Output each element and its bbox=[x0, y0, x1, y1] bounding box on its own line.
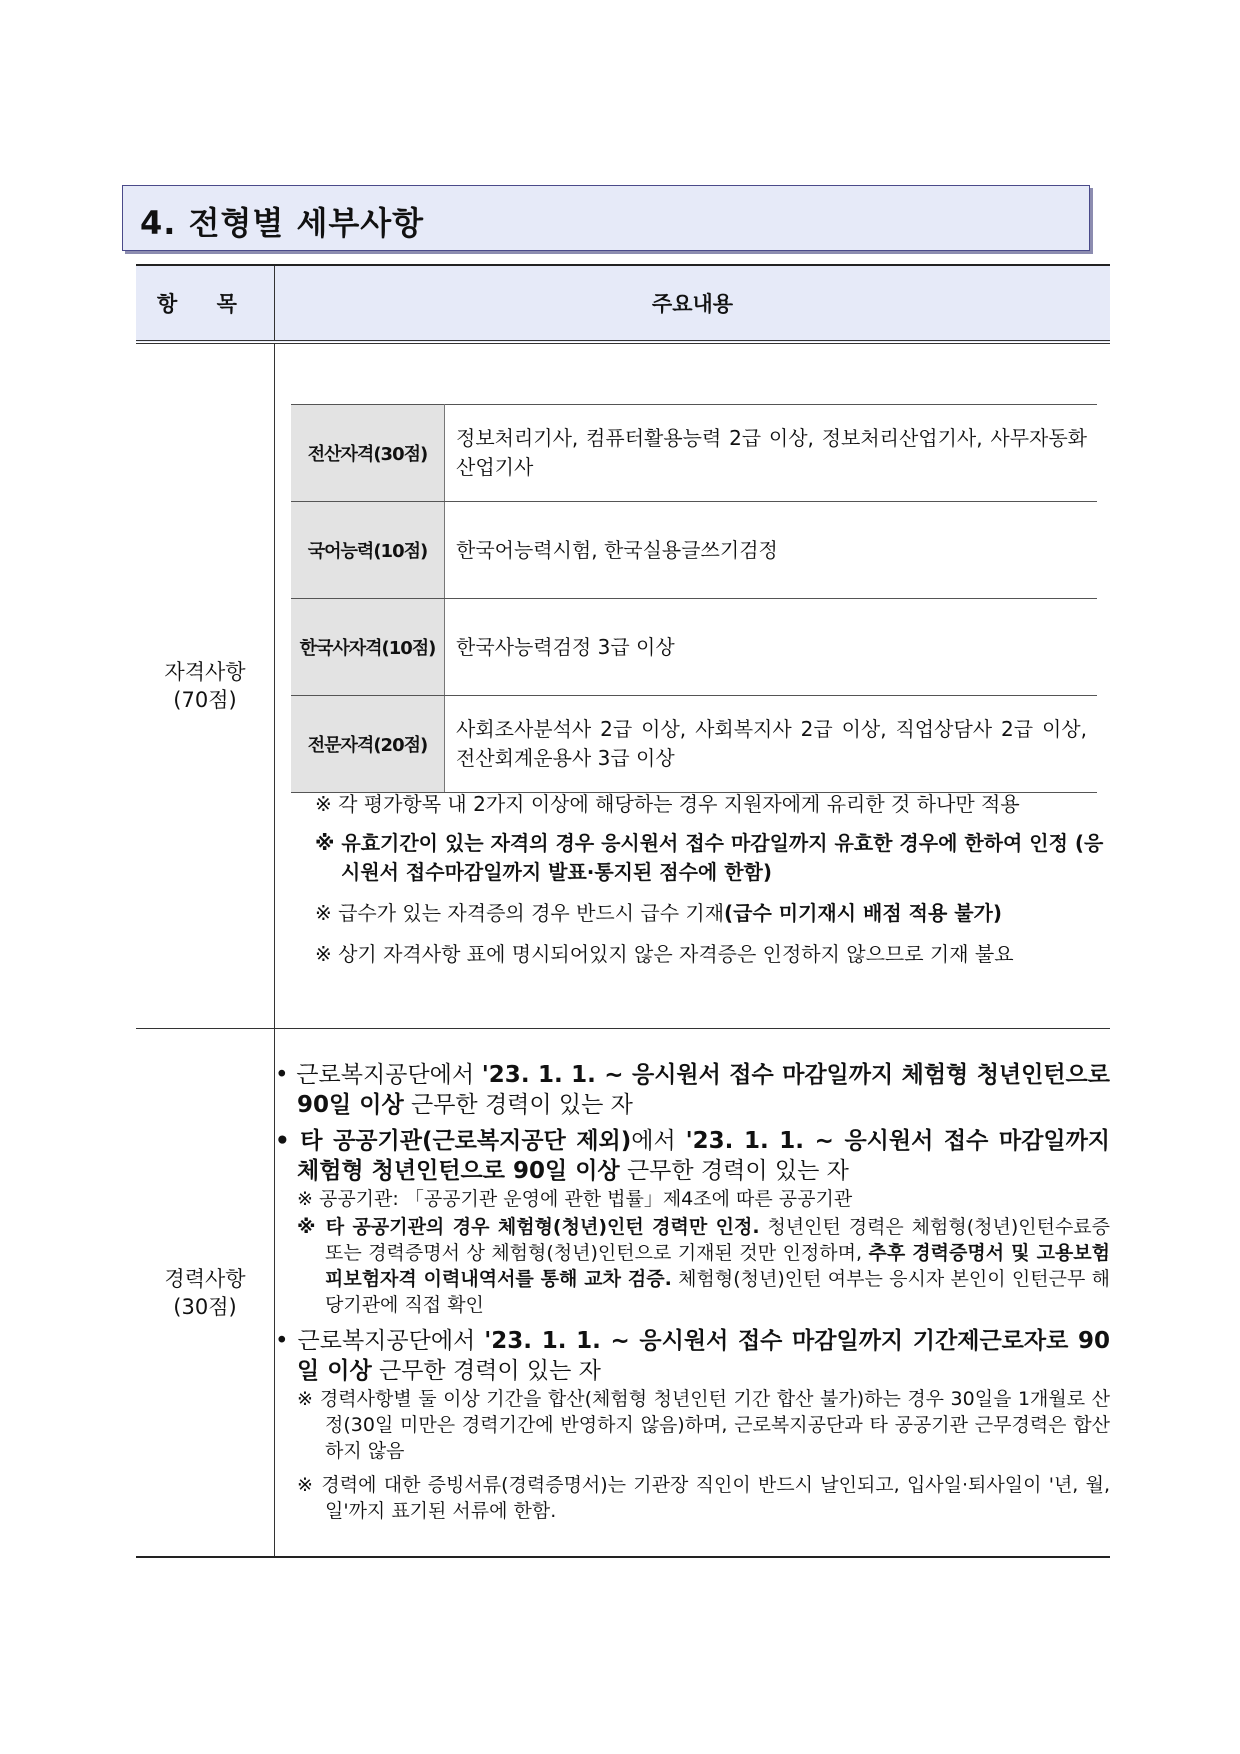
qualification-detail: 한국사능력검정 3급 이상 bbox=[445, 599, 1098, 696]
career-note: ※ 공공기관: 「공공기관 운영에 관한 법률」제4조에 따른 공공기관 bbox=[297, 1187, 853, 1210]
career-row bbox=[136, 1029, 1110, 1558]
career-label-title: 경력사항 bbox=[164, 1266, 246, 1291]
qualification-category: 전산자격(30점) bbox=[291, 405, 445, 502]
qualification-note bbox=[315, 829, 1107, 887]
career-note-text: 청년인턴 경력은 체험형(청년)인턴수료증 또는 경력증명서 상 체험형(청년)인턴으로 기재된 것만 인정하며, bbox=[325, 1215, 1111, 1264]
section-title: 4. 전형별 세부사항 bbox=[140, 204, 425, 242]
qualification-detail: 한국어능력시험, 한국실용글쓰기검정 bbox=[445, 502, 1098, 599]
career-bullet bbox=[275, 1126, 1110, 1186]
career-note-bold: 추후 경력증명서 및 고용보험 피보험자격 이력내역서를 통해 교차 검증. bbox=[325, 1241, 1110, 1290]
table-header-row bbox=[136, 265, 1110, 342]
career-bullet bbox=[275, 1326, 1110, 1386]
career-content bbox=[275, 1029, 1111, 1558]
qualification-note: ※ 각 평가항목 내 2가지 이상에 해당하는 경우 지원자에게 유리한 것 하나만 적용 bbox=[315, 792, 1020, 816]
career-bullet-text: • 근로복지공단에서 bbox=[275, 1327, 485, 1354]
qualification-note-text: ※ 급수가 있는 자격증의 경우 반드시 급수 기재 bbox=[315, 901, 725, 925]
section-title-box bbox=[122, 185, 1090, 251]
career-bullet-text: 에서 bbox=[631, 1127, 686, 1154]
header-item: 항 목 bbox=[136, 265, 275, 342]
career-bullet-bold: '23. 1. 1. ~ 응시원서 접수 마감일까지 체험형 청년인턴으로 90일 이상 bbox=[297, 1061, 1110, 1118]
qualification-category: 전문자격(20점) bbox=[291, 696, 445, 793]
qualification-detail: 사회조사분석사 2급 이상, 사회복지사 2급 이상, 직업상담사 2급 이상, 전산회계운용사 3급 이상 bbox=[445, 696, 1098, 793]
qualification-row bbox=[291, 599, 1097, 696]
career-note-bold: ※ 타 공공기관의 경우 체험형(청년)인턴 경력만 인정. bbox=[297, 1215, 760, 1238]
header-content: 주요내용 bbox=[275, 265, 1111, 342]
career-bullet-bold: '23. 1. 1. ~ 응시원서 접수 마감일까지 체험형 청년인턴으로 90일 이상 bbox=[297, 1127, 1111, 1184]
qualifications-content bbox=[275, 342, 1111, 1029]
qualification-row bbox=[291, 502, 1097, 599]
career-label-points: (30점) bbox=[173, 1294, 237, 1319]
selection-details-table bbox=[136, 264, 1110, 1558]
career-bullet-text: 근무한 경력이 있는 자 bbox=[403, 1091, 633, 1118]
qualification-category: 한국사자격(10점) bbox=[291, 599, 445, 696]
career-bullet-text: • 근로복지공단에서 bbox=[275, 1061, 482, 1088]
qualifications-row bbox=[136, 342, 1110, 1029]
career-note: ※ 경력에 대한 증빙서류(경력증명서)는 기관장 직인이 반드시 날인되고, 입사일·퇴사일이 '년, 월, 일'까지 표기된 서류에 한함. bbox=[297, 1473, 1110, 1522]
qualification-note: ※ 상기 자격사항 표에 명시되어있지 않은 자격증은 인정하지 않으므로 기재 불요 bbox=[315, 942, 1014, 966]
qualifications-sub-table bbox=[291, 404, 1097, 793]
career-note bbox=[275, 1214, 1110, 1318]
qualifications-label bbox=[136, 342, 275, 1029]
career-bullet-text: 근무한 경력이 있는 자 bbox=[371, 1357, 601, 1384]
qualifications-label-points: (70점) bbox=[173, 688, 237, 712]
career-bullet-bold: '23. 1. 1. ~ 응시원서 접수 마감일까지 기간제근로자로 90일 이상 bbox=[297, 1327, 1111, 1384]
career-note: ※ 경력사항별 둘 이상 기간을 합산(체험형 청년인턴 기간 합산 불가)하는 경우 30일을 1개월로 산정(30일 미만은 경력기간에 반영하지 않음)하며, 근로복지공단과 타 공공기관 근무경력은 합산하지 않음 bbox=[297, 1387, 1110, 1462]
qualification-category: 국어능력(10점) bbox=[291, 502, 445, 599]
qualification-note-bold: ※ 유효기간이 있는 자격의 경우 응시원서 접수 마감일까지 유효한 경우에 한하여 인정 (응시원서 접수마감일까지 발표·통지된 점수에 한함) bbox=[315, 831, 1104, 884]
career-label bbox=[136, 1029, 275, 1558]
career-note-text: 체험형(청년)인턴 여부는 응시자 본인이 인턴근무 해당기관에 직접 확인 bbox=[325, 1267, 1111, 1316]
qualification-notes bbox=[315, 790, 1107, 981]
qualifications-label-title: 자격사항 bbox=[164, 660, 246, 684]
career-bullet bbox=[275, 1060, 1110, 1120]
qualification-row bbox=[291, 696, 1097, 793]
qualification-detail: 정보처리기사, 컴퓨터활용능력 2급 이상, 정보처리산업기사, 사무자동화산업기사 bbox=[445, 405, 1098, 502]
career-bullet-bold: • 타 공공기관(근로복지공단 제외) bbox=[275, 1127, 632, 1154]
career-bullet-text: 근무한 경력이 있는 자 bbox=[619, 1157, 849, 1184]
qualification-note-bold: (급수 미기재시 배점 적용 불가) bbox=[724, 901, 1003, 925]
qualification-row bbox=[291, 405, 1097, 502]
qualification-note bbox=[315, 899, 1107, 928]
